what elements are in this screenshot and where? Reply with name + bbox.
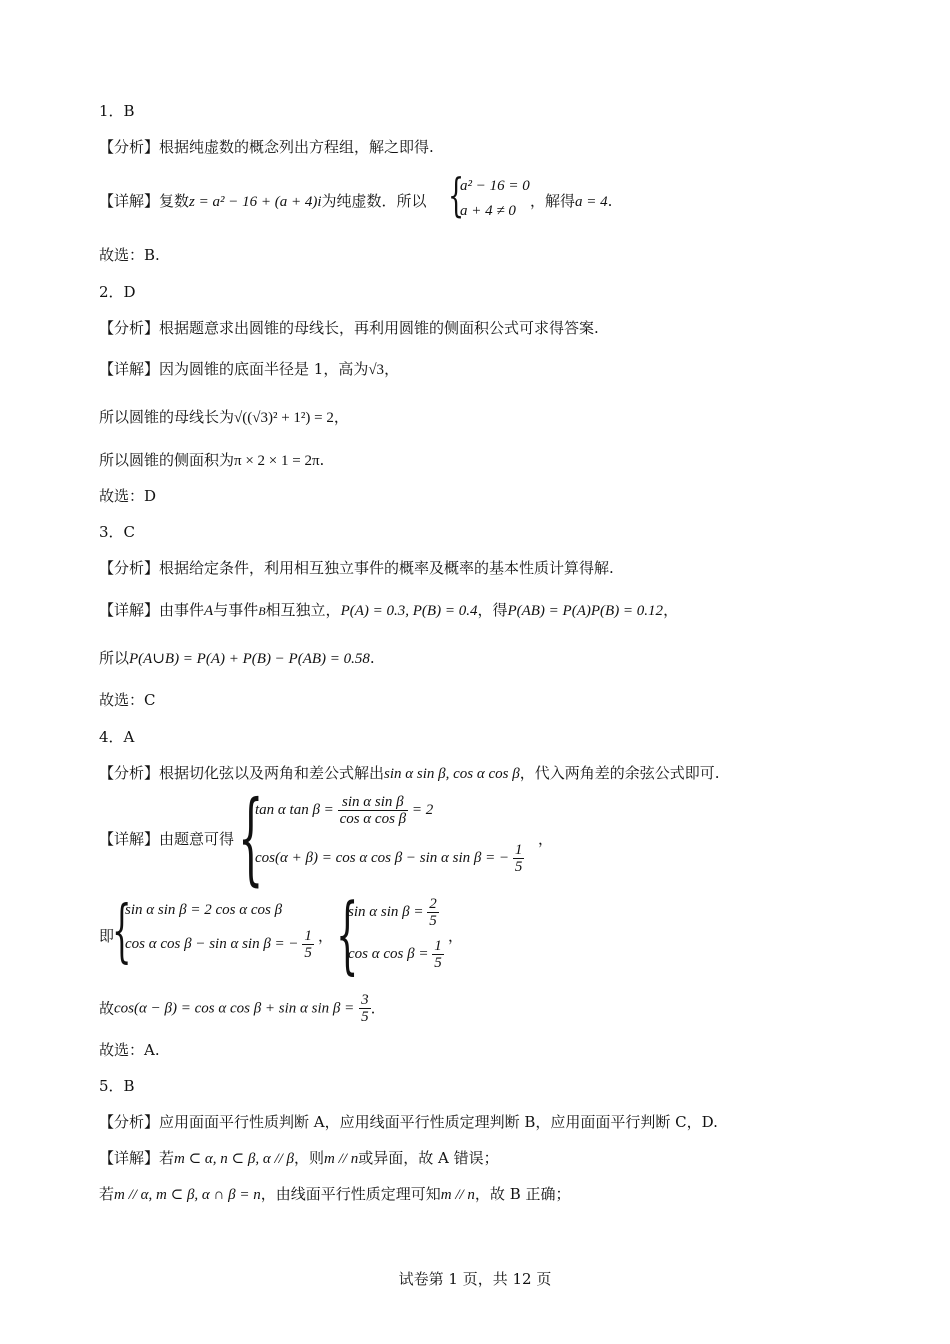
q1-analysis: 【分析】根据纯虚数的概念列出方程组，解之即得. — [99, 138, 434, 156]
q5-number: 5．B — [99, 1077, 135, 1095]
q4-system2-row2: cos α cos β − sin α sin β = − $\frac{1}{5}$ — [125, 928, 312, 961]
q4-final-frac: $\frac{3}{5}$ — [361, 992, 369, 1025]
q1-detail — [99, 191, 427, 212]
q4-brace-1: { — [238, 779, 264, 896]
q2-detail3-expr: π × 2 × 1 = 2π — [234, 453, 320, 469]
q1-system-row1: a² − 16 = 0 — [460, 178, 530, 194]
q1-detail-mid: 为纯虚数．所以 — [321, 192, 427, 210]
q1-number: 1．B — [99, 102, 135, 120]
q3-detail1-expr: P(A) = 0.3, P(B) = 0.4 — [340, 603, 478, 619]
q1-answer: 故选：B. — [99, 246, 160, 264]
q1-detail-expr: z = a² − 16 + (a + 4)i — [189, 194, 322, 210]
q2-detail1-expr: √3 — [368, 362, 385, 378]
q3-detail2-pre: 所以 — [99, 649, 130, 667]
q4-number: 4．A — [99, 728, 135, 746]
q2-analysis: 【分析】根据题意求出圆锥的母线长，再利用圆锥的侧面积公式可求得答案. — [99, 319, 599, 337]
q4-analysis-post: ，代入两角差的余弦公式即可. — [519, 764, 720, 782]
q3-detail1-expr2: P(AB) = P(A)P(B) = 0.12 — [507, 603, 664, 619]
q4-system3-row2: cos α cos β = $\frac{1}{5}$ — [348, 938, 442, 971]
q1-detail-pre: 【详解】复数 — [99, 192, 190, 210]
q5-detail1-expr2: m // n — [324, 1151, 359, 1167]
q4-comma-2: ， — [318, 927, 334, 945]
q4-answer: 故选：A. — [99, 1041, 160, 1059]
q2-detail3-pre: 所以圆锥的侧面积为 — [99, 451, 235, 469]
q4-system3-row1: sin α sin β = $\frac{2}{5}$ — [348, 896, 437, 929]
q4-analysis-expr: sin α sin β, cos α cos β — [384, 766, 520, 782]
q5-detail1-expr: m ⊂ α, n ⊂ β, α // β — [174, 1151, 295, 1167]
q2-answer: 故选：D — [99, 487, 157, 505]
q2-detail-2: 所以圆锥的母线长为√((√3)² + 1²) = 2， — [99, 408, 349, 426]
q5-detail2-expr2: m // n — [440, 1187, 475, 1203]
q5-detail2-expr: m // α, m ⊂ β, α ∩ β = n — [114, 1187, 261, 1203]
q5-analysis: 【分析】应用面面平行性质判断 A，应用线面平行性质定理判断 B，应用面面平行判断 C，D. — [99, 1113, 718, 1131]
q3-detail-2: 所以P(A∪B) = P(A) + P(B) − P(AB) = 0.58. — [99, 649, 375, 667]
q1-detail-tail: ，解得a = 4. — [530, 192, 613, 210]
q3-analysis: 【分析】根据给定条件，利用相互独立事件的概率及概率的基本性质计算得解. — [99, 559, 614, 577]
q3-number: 3．C — [99, 523, 136, 541]
q5-detail-1: 【详解】若m ⊂ α, n ⊂ β, α // β，则m // n或异面，故 A 错误； — [99, 1149, 499, 1167]
q3-detail1-mid: 与事件 — [213, 601, 259, 619]
q4-ji: 即 — [99, 927, 115, 945]
q2-detail1-pre: 【详解】因为圆锥的底面半径是 1，高为 — [99, 360, 369, 378]
q2-detail2-pre: 所以圆锥的母线长为 — [99, 408, 235, 426]
q4-final-expr: cos(α − β) = cos α cos β + sin α sin β = — [114, 1000, 355, 1017]
q1-detail-post: ，解得 — [530, 192, 576, 210]
q1-brace: { — [448, 168, 465, 222]
q4-comma-1: ， — [538, 830, 554, 848]
q4-detail-pre: 【详解】由题意可得 — [99, 830, 235, 848]
q4-system1-row1: tan α tan β = $\frac{\text{sin α sin β}}{\text{cos α cos β}}$ = 2 — [255, 794, 434, 827]
q4-final: 故cos(α − β) = cos α cos β + sin α sin β = $\frac{3}{5}$ . — [99, 992, 376, 1025]
q3-detail1-mid2: 相互独立， — [265, 601, 341, 619]
page-footer: 试卷第 1 页，共 12 页 — [398, 1270, 552, 1288]
q2-detail-3: 所以圆锥的侧面积为π × 2 × 1 = 2π. — [99, 451, 325, 469]
q4-comma-3: ， — [448, 927, 464, 945]
q3-detail1-post: ，得 — [477, 601, 508, 619]
q1-system-row2: a + 4 ≠ 0 — [460, 203, 516, 219]
q4-brace-3: { — [336, 885, 359, 983]
q4-system1-row2: cos(α + β) = cos α cos β − sin α sin β = − $\frac{1}{5}$ — [255, 842, 523, 875]
q2-detail-1: 【详解】因为圆锥的底面半径是 1，高为√3， — [99, 360, 400, 378]
q5-detail-2: 若m // α, m ⊂ β, α ∩ β = n，由线面平行性质定理可知m // n，故 B 正确； — [99, 1185, 571, 1203]
q2-number: 2．D — [99, 283, 136, 301]
q4-brace-2: { — [112, 892, 132, 971]
q4-system2-row1: sin α sin β = 2 cos α cos β — [125, 902, 283, 918]
q1-detail-result: a = 4 — [575, 194, 608, 210]
q3-detail-1: 【详解】由事件A与事件B相互独立，P(A) = 0.3, P(B) = 0.4，得P(AB) = P(A)P(B) = 0.12， — [99, 601, 679, 619]
q2-detail2-expr: √((√3)² + 1²) = 2 — [234, 410, 334, 426]
q4-analysis-pre: 【分析】根据切化弦以及两角和差公式解出 — [99, 764, 385, 782]
q4-analysis — [99, 763, 720, 784]
q3-answer: 故选：C — [99, 691, 156, 709]
q3-detail1-pre: 【详解】由事件 — [99, 601, 205, 619]
q3-detail2-expr: P(A∪B) = P(A) + P(B) − P(AB) = 0.58 — [129, 651, 370, 667]
